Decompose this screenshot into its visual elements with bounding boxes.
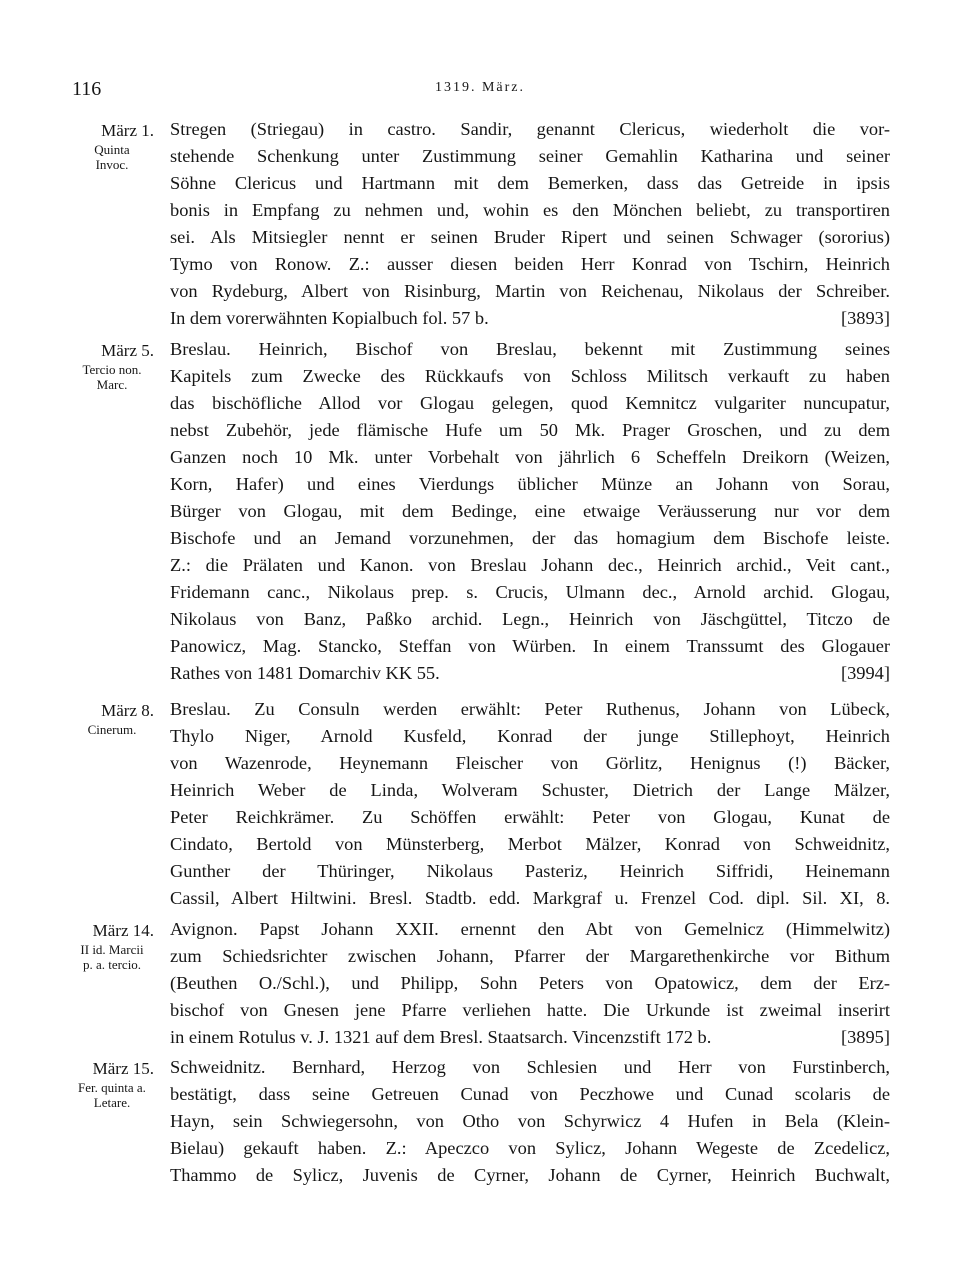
text-line: Korn, Hafer) und eines Vierdungs üblicher Münze an Johann von Sorau,: [170, 474, 890, 494]
text-line: Cassil, Albert Hiltwini. Bresl. Stadtb. edd. Markgraf u. Frenzel Cod. dipl. Sil. XI, 8.: [170, 888, 890, 908]
text-line: Peter Reichkrämer. Zu Schöffen erwählt: Peter von Glogau, Kunat de: [170, 807, 890, 827]
entry-day: Fer. quinta a.: [78, 1080, 146, 1095]
entry-day: Cinerum.: [87, 722, 137, 737]
text-line-with-ref: [170, 305, 890, 332]
entry-day: p. a. tercio.: [82, 957, 142, 972]
text-line: Avignon. Papst Johann XXII. ernennt den Abt von Gemelnicz (Himmelwitz): [170, 919, 890, 939]
text-line: zum Schiedsrichter zwischen Johann, Pfarrer der Margarethenkirche vor Bithum: [170, 946, 890, 966]
entry-text: [170, 336, 890, 687]
entry-text: [170, 1054, 890, 1189]
text-line: Panowicz, Mag. Stancko, Steffan von Würben. In einem Transsumt des Glogauer: [170, 636, 890, 656]
entry-text: [170, 116, 890, 332]
entry-day: Quinta: [94, 142, 130, 157]
text-line: Kapitels zum Zwecke des Rückkaufs von Schloss Militsch verkauft zu haben: [170, 366, 890, 386]
entry-margin: [60, 696, 154, 737]
entry-ref: [3994]: [840, 663, 890, 683]
text-line: Breslau. Zu Consuln werden erwählt: Peter Ruthenus, Johann von Lübeck,: [170, 699, 890, 719]
entry-margin: [60, 1054, 154, 1110]
entry-text: [170, 696, 890, 912]
text-line: In dem vorerwähnten Kopialbuch fol. 57 b.: [170, 308, 489, 328]
text-line: Breslau. Heinrich, Bischof von Breslau, bekennt mit Zustimmung seines: [170, 339, 890, 359]
entry-day: Tercio non.: [82, 362, 142, 377]
entry-day: Invoc.: [95, 157, 129, 172]
text-line: Hayn, sein Schwiegersohn, von Otho von Schyrwicz 4 Hufen in Bela (Klein-: [170, 1111, 890, 1131]
text-line: in einem Rotulus v. J. 1321 auf dem Bresl. Staatsarch. Vincenzstift 172 b.: [170, 1027, 712, 1047]
entry-text: [170, 916, 890, 1051]
running-head: 1319. März.: [434, 80, 526, 95]
text-line: das bischöfliche Allod vor Glogau gelegen, quod Kemnitcz vulgariter nuncupatur,: [170, 393, 890, 413]
entry-day: II id. Marcii: [80, 942, 144, 957]
entry-date: März 5.: [101, 341, 154, 360]
page-number: 116: [72, 78, 102, 100]
text-line: Bürger von Glogau, mit dem Bedinge, eine etwaige Veräusserung nur vor dem: [170, 501, 890, 521]
text-line: Söhne Clericus und Hartmann mit dem Bemerken, dass das Getreide in ipsis: [170, 173, 890, 193]
entry-march-5: [60, 336, 890, 687]
text-line: Gunther der Thüringer, Nikolaus Pasteriz, Heinrich Siffridi, Heinemann: [170, 861, 890, 881]
entry-march-1: [60, 116, 890, 332]
text-line: Schweidnitz. Bernhard, Herzog von Schlesien und Herr von Furstinberch,: [170, 1057, 890, 1077]
text-line: Rathes von 1481 Domarchiv KK 55.: [170, 663, 440, 683]
entry-march-15: [60, 1054, 890, 1189]
text-line: bestätigt, dass seine Getreuen Cunad von Peczhowe und Cunad scolaris de: [170, 1084, 890, 1104]
text-line: Tymo von Ronow. Z.: ausser diesen beiden Herr Konrad von Tschirn, Heinrich: [170, 254, 890, 274]
entry-march-14: [60, 916, 890, 1051]
text-line: Bielau) gekauft haben. Z.: Apeczco von Sylicz, Johann Wegeste de Zcedelicz,: [170, 1138, 890, 1158]
entry-march-8: [60, 696, 890, 912]
text-line: von Wazenrode, Heynemann Fleischer von Görlitz, Henignus (!) Bäcker,: [170, 753, 890, 773]
text-line-with-ref: [170, 660, 890, 687]
text-line: Cindato, Bertold von Münsterberg, Merbot Mälzer, Konrad von Schweidnitz,: [170, 834, 890, 854]
entry-margin: [60, 116, 154, 172]
text-line-with-ref: [170, 1024, 890, 1051]
entry-date: März 14.: [92, 921, 154, 940]
text-line: Thammo de Sylicz, Juvenis de Cyrner, Johann de Cyrner, Heinrich Buchwalt,: [170, 1165, 890, 1185]
text-line: von Rydeburg, Albert von Risinburg, Martin von Reichenau, Nikolaus der Schreiber.: [170, 281, 890, 301]
text-line: Heinrich Weber de Linda, Wolveram Schuster, Dietrich der Lange Mälzer,: [170, 780, 890, 800]
entry-day: Letare.: [93, 1095, 131, 1110]
text-line: Bischofe und an Jemand vorzunehmen, der das homagium dem Bischofe leiste.: [170, 528, 890, 548]
entry-margin: [60, 336, 154, 392]
text-line: Thylo Niger, Arnold Kusfeld, Konrad der junge Stillephoyt, Heinrich: [170, 726, 890, 746]
text-line: Fridemann canc., Nikolaus prep. s. Crucis, Ulmann dec., Arnold archid. Glogau,: [170, 582, 890, 602]
entry-ref: [3893]: [840, 308, 890, 328]
entry-ref: [3895]: [840, 1027, 890, 1047]
entry-date: März 15.: [92, 1059, 154, 1078]
text-line: (Beuthen O./Schl.), und Philipp, Sohn Peters von Opatowicz, dem der Erz-: [170, 973, 890, 993]
text-line: bischof von Gnesen jene Pfarre verliehen hatte. Die Urkunde ist zweimal inserirt: [170, 1000, 890, 1020]
text-line: Stregen (Striegau) in castro. Sandir, genannt Clericus, wiederholt die vor-: [170, 119, 890, 139]
text-line: stehende Schenkung unter Zustimmung seiner Gemahlin Katharina und seiner: [170, 146, 890, 166]
entry-margin: [60, 916, 154, 972]
text-line: Nikolaus von Banz, Paßko archid. Legn., Heinrich von Jäschgüttel, Titczo de: [170, 609, 890, 629]
text-line: Ganzen noch 10 Mk. unter Vorbehalt von jährlich 6 Scheffeln Dreikorn (Weizen,: [170, 447, 890, 467]
text-line: Z.: die Prälaten und Kanon. von Breslau Johann dec., Heinrich archid., Veit cant.,: [170, 555, 890, 575]
entry-date: März 8.: [101, 701, 154, 720]
text-line: nebst Zubehör, jede flämische Hufe um 50 Mk. Prager Groschen, und zu dem: [170, 420, 890, 440]
entry-day: Marc.: [96, 377, 128, 392]
entry-date: März 1.: [101, 121, 154, 140]
text-line: bonis in Empfang zu nehmen und, wohin es den Mönchen beliebt, zu transportiren: [170, 200, 890, 220]
text-line: sei. Als Mitsiegler nennt er seinen Bruder Ripert und seinen Schwager (sororius): [170, 227, 890, 247]
